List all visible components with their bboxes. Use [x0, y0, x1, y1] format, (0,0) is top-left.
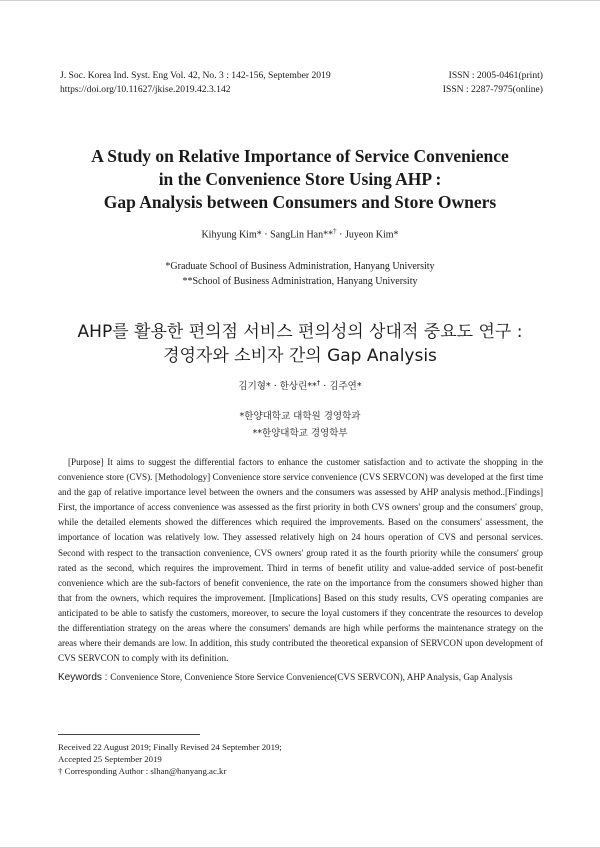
- title-korean: [30, 320, 570, 368]
- affiliations-english: [0, 259, 600, 289]
- issn-print: ISSN : 2005-0461(print): [448, 70, 543, 81]
- author-separator: ·: [336, 229, 345, 241]
- author-name: Juyeon Kim*: [344, 229, 399, 241]
- title-en-line: A Study on Relative Importance of Service Convenience: [91, 146, 509, 166]
- keywords-text: Convenience Store, Convenience Store Service Convenience(CVS SERVCON), AHP Analysis, Gap Analysis: [110, 672, 513, 682]
- author-name: 한상린**: [279, 381, 317, 392]
- authors-korean: [0, 378, 600, 392]
- keywords-label: Keywords :: [58, 672, 111, 683]
- received-date: Received 22 August 2019; Finally Revised 24 September 2019;: [58, 742, 282, 752]
- keywords: [58, 672, 543, 683]
- page-border-top: [0, 0, 600, 1]
- author-name: SangLin Han**: [270, 229, 334, 241]
- journal-header: [60, 69, 543, 97]
- corresponding-mark: †: [316, 378, 321, 387]
- affiliation-line: *Graduate School of Business Administration, Hanyang University: [165, 261, 435, 272]
- affiliation-line: **한양대학교 경영학부: [252, 428, 348, 439]
- issn-online: ISSN : 2287-7975(online): [442, 84, 543, 95]
- title-english: [40, 145, 560, 214]
- author-name: 김기형*: [238, 381, 271, 392]
- author-separator: ·: [270, 381, 280, 392]
- accepted-date: Accepted 25 September 2019: [58, 754, 162, 765]
- title-ko-line: 경영자와 소비자 간의 Gap Analysis: [163, 346, 437, 366]
- abstract-text: [Purpose] It aims to suggest the differential factors to enhance the customer satisfaction and to activate the shopping in the convenience store (CVS). [Methodology] Convenience store service convenience (CVS SERVCON) was developed at the first time and the gap of relative importance level between the owners and the consumers was assessed by AHP analysis method..[Findings] First, the importance of access convenience was assessed as the first priority in both CVS owners' group and the consumers' group, while the detailed elements showed the differences which required the improvements. Based on the consumers' assessment, the importance of location was relatively low. They assessed relatively high on 24 hours operation of CVS and personal services. Second with respect to the transaction convenience, CVS owners' group rated it as the fourth priority while the consumers' group rated as the second, which requires the improvement. Third in terms of benefit utility and value-added service of post-benefit convenience which are the sub-factors of benefit convenience, the rate on the importance from the consumers showed higher than that from the owners, which requires the improvement. [Implications] Based on this study results, CVS operating companies are anticipated to be able to satisfy the customers, moreover, to secure the loyal customers if they concentrate the resources to develop the differentiation strategy on the areas where the consumers' demands are high while performs the maintenance strategy on the areas where their demands are low. In addition, this study contributed the theoretical expansion of SERVCON upon development of CVS SERVCON to comply with its definition.: [58, 457, 543, 664]
- corresponding-author: [58, 765, 282, 777]
- affiliation-line: *한양대학교 대학원 경영학과: [239, 411, 361, 422]
- corresponding-mark: †: [333, 227, 337, 235]
- author-separator: ·: [261, 229, 271, 241]
- affiliations-korean: [0, 408, 600, 442]
- doi-link[interactable]: https://doi.org/10.11627/jkise.2019.42.3.142: [60, 84, 231, 95]
- affiliation-line: **School of Business Administration, Hanyang University: [182, 276, 418, 287]
- authors-english: [0, 227, 600, 240]
- footnote-divider: [58, 734, 200, 735]
- journal-citation: J. Soc. Korea Ind. Syst. Eng Vol. 42, No. 3 : 142-156, September 2019: [60, 70, 331, 81]
- title-ko-line: AHP를 활용한 편의점 서비스 편의성의 상대적 중요도 연구 :: [77, 322, 523, 342]
- author-name: Kihyung Kim*: [201, 229, 262, 241]
- title-en-line: Gap Analysis between Consumers and Store Owners: [103, 192, 497, 212]
- title-en-line: in the Convenience Store Using AHP :: [158, 169, 442, 189]
- dagger-mark: †: [58, 766, 63, 777]
- author-name: 김주연*: [329, 381, 362, 392]
- corresponding-email[interactable]: Corresponding Author : slhan@hanyang.ac.kr: [62, 766, 227, 777]
- footnotes: [58, 741, 282, 778]
- author-separator: ·: [320, 381, 330, 392]
